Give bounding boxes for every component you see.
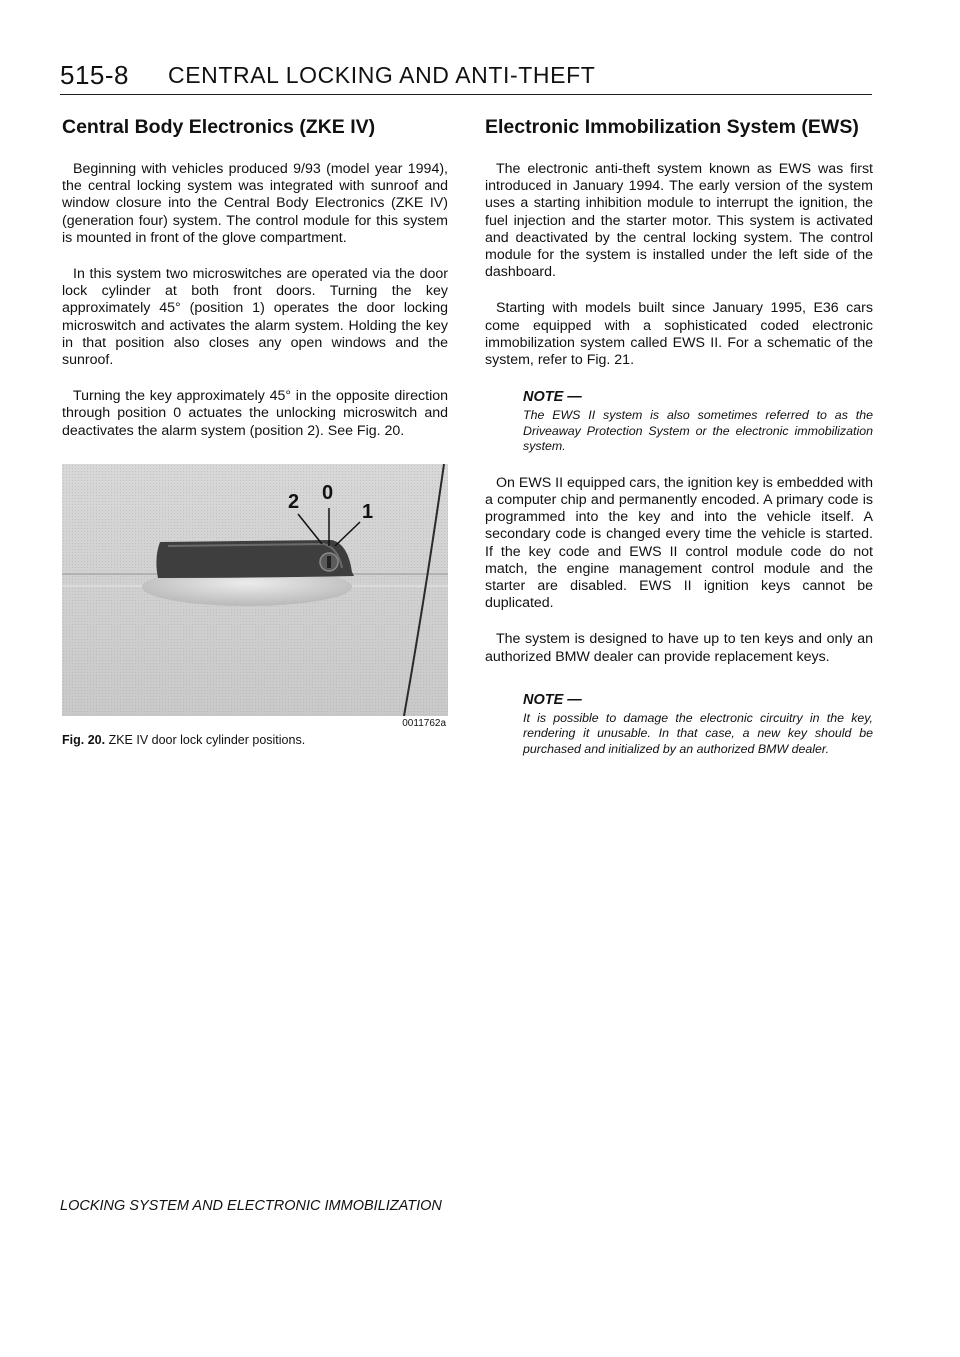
figure-caption — [62, 733, 448, 747]
position-label-2: 2 — [288, 490, 300, 513]
note-block — [523, 692, 873, 758]
note-block — [523, 389, 873, 455]
note-label: NOTE — — [523, 389, 582, 406]
paragraph: Beginning with vehicles produced 9/93 (model year 1994), the central locking system was integrated with sunroof and window closure into the Central Body Electronics (ZKE IV) (generation four) system. The control module for this system is mounted in front of the glove compartment. — [62, 161, 448, 246]
position-label-1: 1 — [362, 500, 374, 523]
chapter-title: CENTRAL LOCKING AND ANTI-THEFT — [168, 62, 596, 88]
position-label-0: 0 — [322, 481, 334, 504]
left-column — [62, 116, 448, 747]
page-header — [60, 58, 872, 95]
note-text: It is possible to damage the electronic circuitry in the key, rendering it unusable. In that case, a new key should be purchased and initialized by an authorized BMW dealer. — [523, 710, 873, 756]
note-label: NOTE — — [523, 691, 582, 708]
page-footer: LOCKING SYSTEM AND ELECTRONIC IMMOBILIZATION — [60, 1198, 442, 1214]
figure-caption-text: ZKE IV door lock cylinder positions. — [108, 732, 306, 747]
paragraph: The system is designed to have up to ten keys and only an authorized BMW dealer can provide replacement keys. — [485, 631, 873, 665]
section-heading-zke: Central Body Electronics (ZKE IV) — [62, 116, 376, 138]
paragraph: Starting with models built since January 1995, E36 cars come equipped with a sophisticated coded electronic immobilization system called EWS II. For a schematic of the system, refer to Fig. 21. — [485, 300, 873, 369]
right-column — [485, 116, 873, 757]
note-text: The EWS II system is also sometimes referred to as the Driveaway Protection System or the electronic immobilization system. — [523, 408, 873, 454]
paragraph: Turning the key approximately 45° in the opposite direction through position 0 actuates the unlocking microswitch and deactivates the alarm system (position 2). See Fig. 20. — [62, 388, 448, 439]
figure-door-lock — [62, 464, 448, 727]
figure-id: 0011762a — [402, 717, 446, 729]
door-handle-photo — [62, 464, 448, 716]
figure-number: Fig. 20. — [62, 732, 106, 747]
section-heading-ews: Electronic Immobilization System (EWS) — [485, 116, 859, 138]
paragraph: In this system two microswitches are operated via the door lock cylinder at both front doors. Turning the key approximately 45° (position 1) operates the door locking microswitch and activates the alarm system. Holding the key in that position also closes any open windows and the sunroof. — [62, 266, 448, 369]
paragraph: The electronic anti-theft system known as EWS was first introduced in January 1994. The early version of the system uses a starting inhibition module to interrupt the ignition, the fuel injection and the starter motor. This system is activated and deactivated by the central locking system. The control module for the system is installed under the left side of the dashboard. — [485, 161, 873, 281]
paragraph: On EWS II equipped cars, the ignition key is embedded with a computer chip and permanently encoded. A primary code is programmed into the key and into the vehicle itself. A secondary code is changed every time the vehicle is started. If the key code and EWS II control module code do not match, the engine management control module and the starter are disabled. EWS II ignition keys cannot be duplicated. — [485, 474, 873, 612]
page-number: 515-8 — [60, 60, 129, 90]
